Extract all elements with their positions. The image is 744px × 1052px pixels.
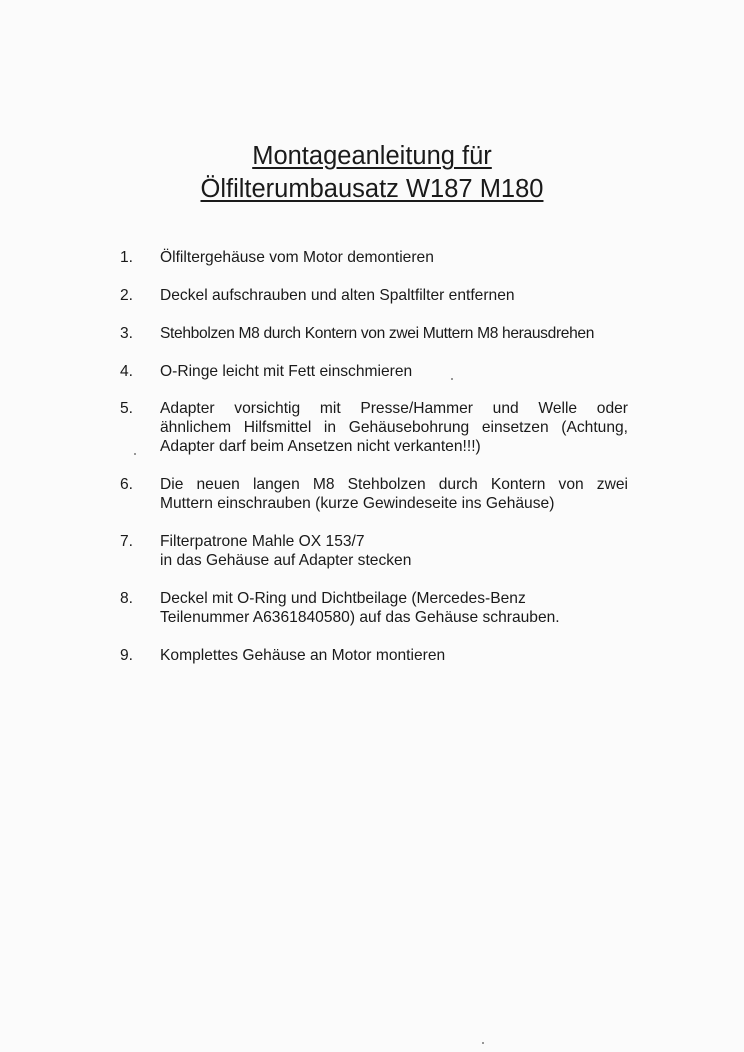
step-text: Filterpatrone Mahle OX 153/7 in das Gehäuse auf Adapter stecken — [160, 533, 412, 569]
step-text: Deckel aufschrauben und alten Spaltfilter entfernen — [160, 287, 515, 304]
title-line-2: Ölfilterumbausatz W187 M180 — [200, 175, 544, 203]
list-item — [120, 286, 628, 305]
step-number: 6. — [120, 476, 134, 493]
step-number: 4. — [120, 363, 134, 380]
title-line-1: Montageanleitung für — [252, 142, 492, 170]
step-text: Deckel mit O-Ring und Dichtbeilage (Mercedes-Benz Teilenummer A6361840580) auf das Gehäuse schrauben. — [160, 590, 560, 626]
document-title — [0, 140, 744, 206]
step-text: O-Ringe leicht mit Fett einschmieren — [160, 363, 413, 380]
scan-speck — [451, 378, 453, 380]
step-number: 1. — [120, 249, 134, 266]
list-item — [120, 362, 628, 381]
step-text: Komplettes Gehäuse an Motor montieren — [160, 647, 446, 664]
step-number: 2. — [120, 287, 134, 304]
step-text: Adapter vorsichtig mit Presse/Hammer und Welle oder ähnlichem Hilfsmittel in Gehäusebohrung einsetzen (Achtung, Adapter darf beim Ansetzen nicht verkanten!!!) — [160, 400, 628, 455]
step-number: 3. — [120, 325, 134, 342]
scan-speck — [482, 1042, 484, 1044]
list-item — [120, 324, 628, 343]
list-item — [120, 589, 628, 627]
list-item — [120, 248, 628, 267]
list-item — [120, 475, 628, 513]
step-number: 9. — [120, 647, 134, 664]
step-text: Stehbolzen M8 durch Kontern von zwei Muttern M8 herausdrehen — [160, 325, 595, 342]
instruction-list — [120, 248, 628, 665]
step-text: Ölfiltergehäuse vom Motor demontieren — [160, 249, 434, 266]
step-number: 5. — [120, 400, 134, 417]
step-number: 7. — [120, 533, 134, 550]
list-item — [120, 646, 628, 665]
scan-speck — [134, 453, 136, 455]
step-number: 8. — [120, 590, 134, 607]
list-item — [120, 399, 628, 456]
list-item — [120, 532, 628, 570]
step-text: Die neuen langen M8 Stehbolzen durch Kontern von zwei Muttern einschrauben (kurze Gewindeseite ins Gehäuse) — [160, 476, 628, 512]
